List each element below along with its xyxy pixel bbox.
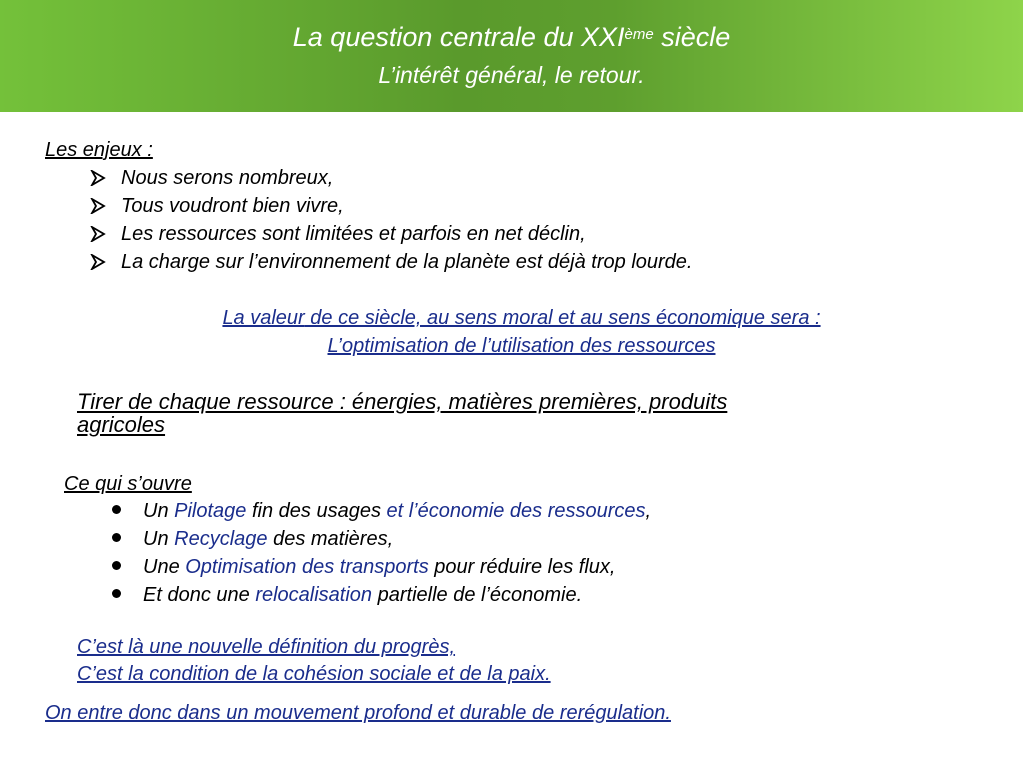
ouvre-item	[143, 526, 393, 552]
round-bullet-icon	[112, 505, 121, 514]
item-keyword: relocalisation	[255, 584, 373, 606]
item-text: Un	[143, 528, 175, 550]
title-part2: siècle	[653, 22, 731, 52]
item-text: Une	[143, 556, 186, 578]
valeur-line1	[0, 305, 1023, 331]
enjeux-heading: Les enjeux :	[45, 139, 153, 161]
item-text: partielle de l’économie.	[372, 584, 583, 606]
valeur-lead: La valeur	[222, 307, 305, 329]
tirer-line2: agricoles	[77, 412, 166, 437]
arrow-bullet-icon	[90, 198, 106, 214]
ouvre-heading: Ce qui s’ouvre	[64, 473, 192, 495]
enjeux-item: La charge sur l’environnement de la planète est déjà trop lourde.	[121, 251, 693, 273]
item-text: Et donc une	[143, 584, 256, 606]
item-text: fin des usages	[246, 500, 387, 522]
valeur-rest: de ce siècle, au sens moral et au sens économique sera :	[304, 307, 821, 329]
round-bullet-icon	[112, 561, 121, 570]
round-bullet-icon	[112, 533, 121, 542]
item-text: Un	[143, 500, 175, 522]
enjeux-item: Les ressources sont limitées et parfois en net déclin,	[121, 223, 586, 245]
conclusion-line1: C’est là une nouvelle définition du progrès,	[77, 636, 456, 658]
conclusion-line3: On entre donc dans un mouvement profond et durable de rerégulation.	[45, 702, 671, 724]
ouvre-item	[143, 582, 582, 608]
arrow-bullet-icon	[90, 226, 106, 242]
enjeux-item: Tous voudront bien vivre,	[121, 195, 344, 217]
arrow-bullet-icon	[90, 170, 106, 186]
title-banner	[0, 0, 1023, 112]
tirer-line1: Tirer de chaque ressource : énergies, matières premières, produits	[77, 389, 728, 414]
item-keyword: Recyclage	[174, 528, 268, 550]
slide-title	[0, 20, 1023, 54]
item-keyword: Pilotage	[174, 500, 247, 522]
conclusion-line2: C’est la condition de la cohésion sociale et de la paix.	[77, 663, 551, 685]
enjeux-item: Nous serons nombreux,	[121, 167, 334, 189]
title-superscript: ème	[624, 26, 654, 43]
item-text: des matières,	[267, 528, 394, 550]
ouvre-item	[143, 554, 615, 580]
round-bullet-icon	[112, 589, 121, 598]
item-text: pour réduire les flux,	[428, 556, 616, 578]
valeur-line2: L’optimisation de l’utilisation des ressources	[327, 335, 716, 357]
arrow-bullet-icon	[90, 254, 106, 270]
item-keyword: Optimisation des transports	[185, 556, 429, 578]
item-text: ,	[645, 500, 652, 522]
title-part1: La question centrale du XXI	[292, 22, 625, 52]
item-keyword: et l’économie des ressources	[386, 500, 646, 522]
slide-subtitle: L’intérêt général, le retour.	[378, 62, 645, 88]
ouvre-item	[143, 498, 651, 524]
